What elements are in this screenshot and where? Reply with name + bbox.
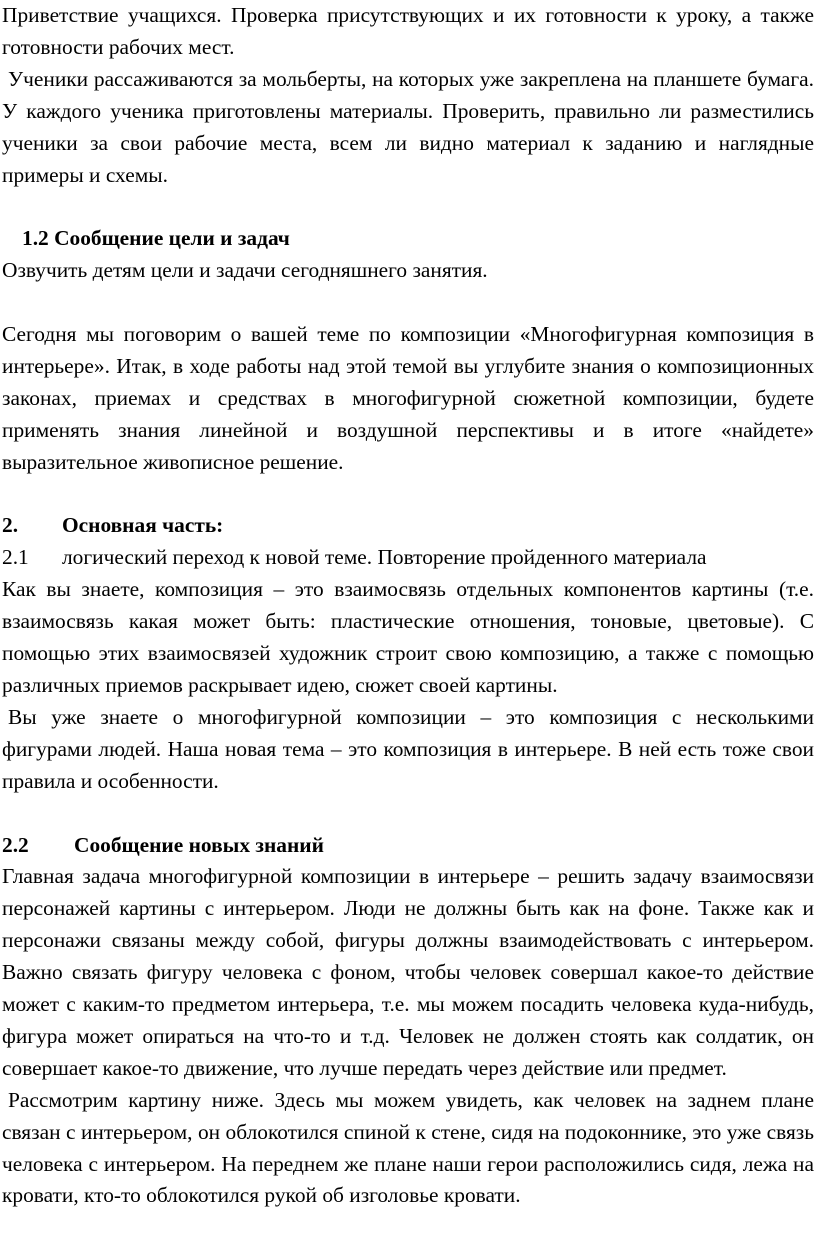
section-title-2: Основная часть:	[62, 513, 224, 538]
section-number-2: 2.	[2, 513, 19, 538]
blank-line	[2, 191, 816, 223]
section-1-2-paragraph-2: Сегодня мы поговорим о вашей теме по композиции «Многофигурная композиция в интерьере». Итак, в ходе работы над этой темой вы углубите знания о композиционных законах, приемах и средствах в многофигурной сюжетной композиции, будете применять знания линейной и воздушной перспективы и в итоге «найдете» выразительное живописное решение.	[2, 322, 814, 474]
section-2-paragraph-2: Вы уже знаете о многофигурной композиции – это композиция с несколькими фигурами людей. Наша новая тема – это композиция в интерьере. В ней есть тоже свои правила и особенности.	[2, 704, 814, 793]
subsection-number-2-1: 2.1	[2, 545, 29, 570]
section-2-2-paragraph-2: Рассмотрим картину ниже. Здесь мы можем увидеть, как человек на заднем плане связан с интерьером, он облокотился спиной к стене, сидя на подоконнике, это уже связь человека с интерьером. На переднем же плане наши герои расположились сидя, лежа на кровати, кто-то облокотился рукой об изголовье кровати.	[2, 1087, 814, 1208]
section-2-paragraph-1: Как вы знаете, композиция – это взаимосвязь отдельных компонентов картины (т.е. взаимосвязь какая может быть: пластические отношения, тоновые, цветовые). С помощью этих взаимосвязей художник строит свою композицию, а также с помощью различных приемов раскрывает идею, сюжет своей картины.	[2, 577, 814, 697]
section-heading-1-2: 1.2 Сообщение цели и задач	[22, 226, 290, 251]
blank-line	[2, 798, 816, 830]
section-number-2-2: 2.2	[2, 832, 29, 857]
blank-line	[2, 287, 816, 319]
intro-paragraph-2: Ученики рассаживаются за мольберты, на которых уже закреплена на планшете бумага. У каждого ученика приготовлены материалы. Проверить, правильно ли разместились ученики за свои рабочие места, всем ли видно материал к заданию и наглядные примеры и схемы.	[2, 66, 814, 187]
section-1-2-paragraph-1: Озвучить детям цели и задачи сегодняшнего занятия.	[2, 258, 488, 283]
blank-line	[2, 479, 816, 511]
section-heading-2-2	[2, 830, 814, 862]
section-heading-2	[2, 510, 814, 542]
section-2-2-paragraph-1: Главная задача многофигурной композиции в интерьере – решить задачу взаимосвязи персонажей картины с интерьером. Люди не должны быть как на фоне. Также как и персонажи связаны между собой, фигуры должны взаимодействовать с интерьером. Важно связать фигуру человека с фоном, чтобы человек совершал какое-то действие может с каким-то предметом интерьера, т.е. мы можем посадить человека куда-нибудь, фигура может опираться на что-то и т.д. Человек не должен стоять как солдатик, он совершает какое-то движение, что лучше передать через действие или предмет.	[2, 864, 814, 1080]
section-title-2-2: Сообщение новых знаний	[74, 832, 324, 857]
subsection-title-2-1: логический переход к новой теме. Повторение пройденного материала	[62, 545, 707, 570]
intro-paragraph-1: Приветствие учащихся. Проверка присутствующих и их готовности к уроку, а также готовности рабочих мест.	[2, 3, 814, 59]
subsection-heading-2-1	[2, 542, 814, 574]
